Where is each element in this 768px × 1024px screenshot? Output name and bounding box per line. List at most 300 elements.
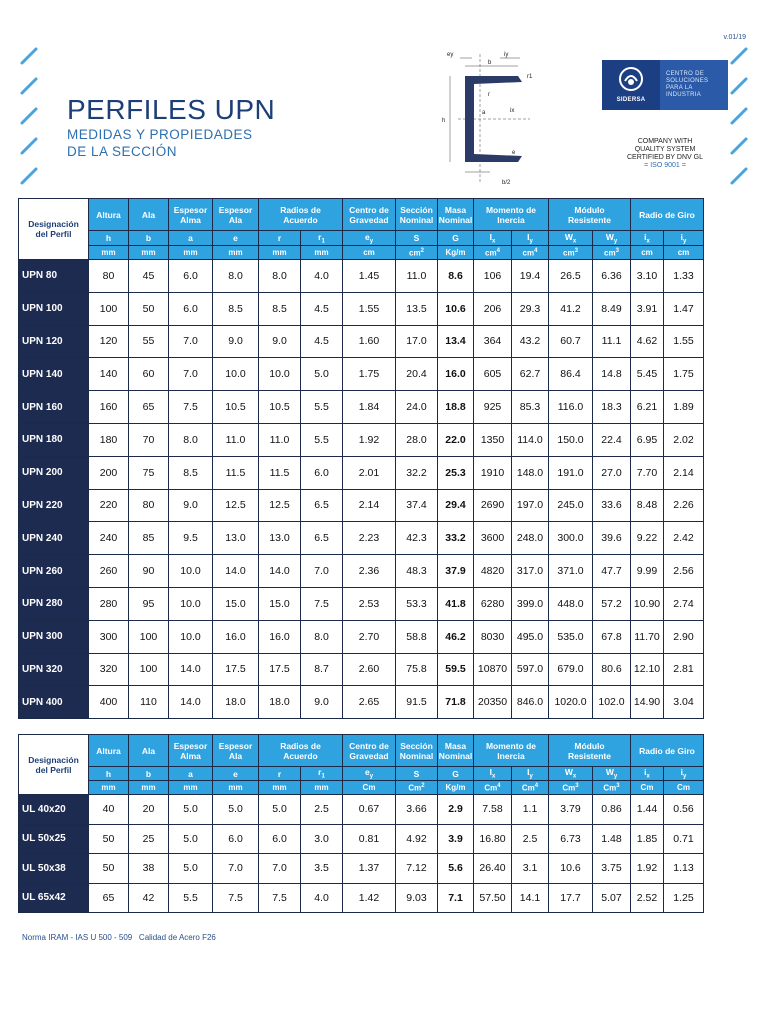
value-cell: 95	[129, 587, 169, 620]
diagram-label-b2: b/2	[502, 180, 511, 186]
value-cell: 8.5	[169, 456, 213, 489]
value-cell: 10.5	[213, 391, 259, 424]
value-cell: 300	[89, 620, 129, 653]
value-cell: 1.1	[512, 795, 549, 825]
header-symbol: $i_y$	[664, 231, 704, 246]
value-cell: 1350	[474, 423, 512, 456]
quality-certification: COMPANY WITH QUALITY SYSTEM CERTIFIED BY DNV GL = ISO 9001 =	[602, 138, 728, 170]
header-unit: mm	[213, 246, 259, 260]
value-cell: 2.36	[343, 555, 396, 588]
header-unit: Kg/m	[438, 246, 474, 260]
value-cell: 116.0	[549, 391, 593, 424]
table-row	[19, 686, 704, 719]
value-cell: 1.37	[343, 854, 396, 884]
header-symbol: $I_x$	[474, 231, 512, 246]
header-symbol: $I_y$	[512, 767, 549, 781]
value-cell: 15.0	[213, 587, 259, 620]
header-symbol: $I_x$	[474, 767, 512, 781]
value-cell: 17.0	[396, 325, 438, 358]
value-cell: 2.52	[631, 883, 664, 913]
header-symbol: G	[438, 767, 474, 781]
header-unit: mm	[89, 246, 129, 260]
value-cell: 2.74	[664, 587, 704, 620]
header-unit: Cm$^3$	[593, 781, 631, 795]
value-cell: 100	[129, 653, 169, 686]
value-cell: 2.90	[664, 620, 704, 653]
value-cell: 5.0	[259, 795, 301, 825]
value-cell: 3.1	[512, 854, 549, 884]
header-symbol: $I_y$	[512, 231, 549, 246]
header-unit: cm	[343, 246, 396, 260]
header-designacion: Designación del Perfil	[19, 199, 89, 260]
value-cell: 50	[129, 292, 169, 325]
value-cell: 25.3	[438, 456, 474, 489]
table-row	[19, 423, 704, 456]
page-title: PERFILES UPN	[67, 94, 276, 125]
value-cell: 6.5	[301, 489, 343, 522]
profile-name-cell: UPN 140	[19, 358, 89, 391]
value-cell: 1.75	[343, 358, 396, 391]
value-cell: 5.6	[438, 854, 474, 884]
header-symbol: $e_y$	[343, 231, 396, 246]
value-cell: 8.0	[213, 260, 259, 293]
header-group: Masa Nominal	[438, 735, 474, 767]
value-cell: 106	[474, 260, 512, 293]
value-cell: 10.0	[169, 555, 213, 588]
profile-name-cell: UPN 200	[19, 456, 89, 489]
header-unit: mm	[213, 781, 259, 795]
value-cell: 57.2	[593, 587, 631, 620]
value-cell: 7.0	[259, 854, 301, 884]
profile-name-cell: UPN 240	[19, 522, 89, 555]
value-cell: 71.8	[438, 686, 474, 719]
header-unit: Cm$^2$	[396, 781, 438, 795]
value-cell: 206	[474, 292, 512, 325]
value-cell: 6.95	[631, 423, 664, 456]
value-cell: 0.56	[664, 795, 704, 825]
value-cell: 62.7	[512, 358, 549, 391]
value-cell: 7.0	[213, 854, 259, 884]
value-cell: 17.5	[213, 653, 259, 686]
header-unit: mm	[129, 781, 169, 795]
table-row	[19, 358, 704, 391]
header-unit: $cm^4$	[512, 246, 549, 260]
value-cell: 102.0	[593, 686, 631, 719]
value-cell: 400	[89, 686, 129, 719]
value-cell: 1020.0	[549, 686, 593, 719]
value-cell: 75	[129, 456, 169, 489]
header-group: Radios de Acuerdo	[259, 199, 343, 231]
value-cell: 8.48	[631, 489, 664, 522]
value-cell: 7.0	[301, 555, 343, 588]
value-cell: 8.49	[593, 292, 631, 325]
value-cell: 14.90	[631, 686, 664, 719]
header-symbol: $i_y$	[664, 767, 704, 781]
value-cell: 4.92	[396, 824, 438, 854]
header-group: Ala	[129, 199, 169, 231]
value-cell: 18.3	[593, 391, 631, 424]
version-label: v.01/19	[723, 34, 746, 41]
header-group: Espesor Alma	[169, 199, 213, 231]
header-group: Radio de Giro	[631, 199, 704, 231]
decorative-stripes-left	[18, 45, 40, 195]
value-cell: 10.90	[631, 587, 664, 620]
value-cell: 300.0	[549, 522, 593, 555]
value-cell: 50	[89, 854, 129, 884]
value-cell: 48.3	[396, 555, 438, 588]
value-cell: 20.4	[396, 358, 438, 391]
value-cell: 100	[129, 620, 169, 653]
value-cell: 33.6	[593, 489, 631, 522]
value-cell: 6.0	[169, 260, 213, 293]
header-unit: mm	[129, 246, 169, 260]
value-cell: 605	[474, 358, 512, 391]
value-cell: 80.6	[593, 653, 631, 686]
header-symbol: $i_x$	[631, 231, 664, 246]
table-row	[19, 883, 704, 913]
value-cell: 5.0	[169, 795, 213, 825]
header-symbol: r	[259, 767, 301, 781]
profile-name-cell: UPN 320	[19, 653, 89, 686]
header-unit: Cm$^4$	[474, 781, 512, 795]
value-cell: 10.0	[213, 358, 259, 391]
value-cell: 1.75	[664, 358, 704, 391]
value-cell: 91.5	[396, 686, 438, 719]
header-unit: mm	[89, 781, 129, 795]
value-cell: 100	[89, 292, 129, 325]
value-cell: 200	[89, 456, 129, 489]
value-cell: 42	[129, 883, 169, 913]
value-cell: 9.22	[631, 522, 664, 555]
header-group: Centro de Gravedad	[343, 735, 396, 767]
profile-name-cell: UL 50x38	[19, 854, 89, 884]
value-cell: 1.92	[343, 423, 396, 456]
value-cell: 9.0	[301, 686, 343, 719]
value-cell: 37.4	[396, 489, 438, 522]
value-cell: 67.8	[593, 620, 631, 653]
value-cell: 6.0	[259, 824, 301, 854]
value-cell: 7.5	[259, 883, 301, 913]
value-cell: 320	[89, 653, 129, 686]
value-cell: 4820	[474, 555, 512, 588]
value-cell: 1.44	[631, 795, 664, 825]
value-cell: 8.5	[213, 292, 259, 325]
value-cell: 6.0	[213, 824, 259, 854]
value-cell: 2.9	[438, 795, 474, 825]
value-cell: 7.5	[169, 391, 213, 424]
value-cell: 86.4	[549, 358, 593, 391]
value-cell: 448.0	[549, 587, 593, 620]
value-cell: 7.5	[301, 587, 343, 620]
header-unit: mm	[259, 781, 301, 795]
value-cell: 8.0	[169, 423, 213, 456]
value-cell: 2.23	[343, 522, 396, 555]
value-cell: 197.0	[512, 489, 549, 522]
value-cell: 13.4	[438, 325, 474, 358]
value-cell: 18.0	[259, 686, 301, 719]
value-cell: 13.5	[396, 292, 438, 325]
value-cell: 2.5	[301, 795, 343, 825]
value-cell: 8.6	[438, 260, 474, 293]
value-cell: 22.0	[438, 423, 474, 456]
value-cell: 47.7	[593, 555, 631, 588]
table-row	[19, 489, 704, 522]
value-cell: 41.8	[438, 587, 474, 620]
value-cell: 17.5	[259, 653, 301, 686]
table-row	[19, 854, 704, 884]
value-cell: 5.07	[593, 883, 631, 913]
value-cell: 59.5	[438, 653, 474, 686]
header-symbol: a	[169, 767, 213, 781]
value-cell: 2.60	[343, 653, 396, 686]
ul-properties-table	[18, 734, 704, 913]
header-group: Espesor Alma	[169, 735, 213, 767]
value-cell: 25	[129, 824, 169, 854]
value-cell: 13.0	[213, 522, 259, 555]
value-cell: 2.56	[664, 555, 704, 588]
value-cell: 535.0	[549, 620, 593, 653]
value-cell: 16.0	[213, 620, 259, 653]
value-cell: 14.0	[169, 686, 213, 719]
value-cell: 1.92	[631, 854, 664, 884]
header-group: Espesor Ala	[213, 199, 259, 231]
header-symbol: e	[213, 767, 259, 781]
value-cell: 148.0	[512, 456, 549, 489]
header-unit: mm	[259, 246, 301, 260]
value-cell: 10.6	[438, 292, 474, 325]
header-symbol: S	[396, 231, 438, 246]
value-cell: 7.1	[438, 883, 474, 913]
value-cell: 17.7	[549, 883, 593, 913]
value-cell: 0.71	[664, 824, 704, 854]
header-group: Momento de Inercia	[474, 735, 549, 767]
diagram-label-r1: r1	[527, 74, 533, 80]
value-cell: 5.5	[169, 883, 213, 913]
value-cell: 8.0	[301, 620, 343, 653]
value-cell: 4.62	[631, 325, 664, 358]
value-cell: 16.80	[474, 824, 512, 854]
value-cell: 20350	[474, 686, 512, 719]
decorative-stripes-right	[728, 45, 750, 195]
header-unit: cm	[664, 246, 704, 260]
value-cell: 3.5	[301, 854, 343, 884]
value-cell: 2.5	[512, 824, 549, 854]
value-cell: 24.0	[396, 391, 438, 424]
table-row	[19, 391, 704, 424]
header-group: Módulo Resistente	[549, 735, 631, 767]
value-cell: 1.33	[664, 260, 704, 293]
value-cell: 16.0	[438, 358, 474, 391]
header-group: Masa Nominal	[438, 199, 474, 231]
header-symbol: $W_x$	[549, 231, 593, 246]
value-cell: 5.45	[631, 358, 664, 391]
value-cell: 53.3	[396, 587, 438, 620]
value-cell: 6.0	[169, 292, 213, 325]
value-cell: 11.5	[213, 456, 259, 489]
value-cell: 0.67	[343, 795, 396, 825]
value-cell: 80	[89, 260, 129, 293]
value-cell: 8030	[474, 620, 512, 653]
value-cell: 317.0	[512, 555, 549, 588]
value-cell: 2.02	[664, 423, 704, 456]
profile-name-cell: UPN 400	[19, 686, 89, 719]
header-group: Altura	[89, 735, 129, 767]
value-cell: 9.0	[169, 489, 213, 522]
value-cell: 10.0	[259, 358, 301, 391]
value-cell: 1.60	[343, 325, 396, 358]
value-cell: 2.42	[664, 522, 704, 555]
value-cell: 55	[129, 325, 169, 358]
header-unit: $cm^2$	[396, 246, 438, 260]
value-cell: 37.9	[438, 555, 474, 588]
header-group: Módulo Resistente	[549, 199, 631, 231]
value-cell: 7.70	[631, 456, 664, 489]
profile-name-cell: UPN 80	[19, 260, 89, 293]
header-symbol: $W_y$	[593, 231, 631, 246]
value-cell: 10.6	[549, 854, 593, 884]
value-cell: 40	[89, 795, 129, 825]
value-cell: 29.4	[438, 489, 474, 522]
value-cell: 2.14	[664, 456, 704, 489]
value-cell: 46.2	[438, 620, 474, 653]
value-cell: 7.5	[213, 883, 259, 913]
value-cell: 39.6	[593, 522, 631, 555]
header-unit: mm	[301, 781, 343, 795]
value-cell: 11.0	[259, 423, 301, 456]
iso-badge: = ISO 9001 =	[644, 162, 686, 169]
table-row	[19, 795, 704, 825]
value-cell: 0.86	[593, 795, 631, 825]
value-cell: 7.58	[474, 795, 512, 825]
profile-name-cell: UPN 180	[19, 423, 89, 456]
value-cell: 65	[89, 883, 129, 913]
value-cell: 6.0	[301, 456, 343, 489]
value-cell: 8.7	[301, 653, 343, 686]
value-cell: 7.0	[169, 325, 213, 358]
table-row	[19, 260, 704, 293]
value-cell: 925	[474, 391, 512, 424]
logo-brand-name: SIDERSA	[616, 97, 646, 103]
profile-name-cell: UPN 300	[19, 620, 89, 653]
profile-name-cell: UPN 120	[19, 325, 89, 358]
value-cell: 140	[89, 358, 129, 391]
value-cell: 20	[129, 795, 169, 825]
header-unit: mm	[169, 246, 213, 260]
value-cell: 114.0	[512, 423, 549, 456]
table-row	[19, 292, 704, 325]
value-cell: 3.66	[396, 795, 438, 825]
table-row	[19, 522, 704, 555]
header-unit: $cm^3$	[549, 246, 593, 260]
value-cell: 80	[129, 489, 169, 522]
diagram-label-e: e	[512, 150, 516, 156]
value-cell: 399.0	[512, 587, 549, 620]
value-cell: 9.0	[213, 325, 259, 358]
value-cell: 846.0	[512, 686, 549, 719]
value-cell: 1.25	[664, 883, 704, 913]
header-symbol: $r_1$	[301, 767, 343, 781]
value-cell: 1.42	[343, 883, 396, 913]
value-cell: 60	[129, 358, 169, 391]
header-symbol: h	[89, 231, 129, 246]
value-cell: 43.2	[512, 325, 549, 358]
profile-name-cell: UL 65x42	[19, 883, 89, 913]
value-cell: 58.8	[396, 620, 438, 653]
header-group: Momento de Inercia	[474, 199, 549, 231]
profile-name-cell: UPN 280	[19, 587, 89, 620]
value-cell: 3.04	[664, 686, 704, 719]
header-designacion: Designación del Perfil	[19, 735, 89, 795]
table-row	[19, 620, 704, 653]
sidersa-logo-mark-icon	[618, 66, 644, 92]
value-cell: 1.55	[343, 292, 396, 325]
diagram-label-ey: ey	[447, 52, 454, 58]
value-cell: 14.8	[593, 358, 631, 391]
value-cell: 5.5	[301, 423, 343, 456]
header-symbol: a	[169, 231, 213, 246]
value-cell: 13.0	[259, 522, 301, 555]
value-cell: 2.65	[343, 686, 396, 719]
value-cell: 18.8	[438, 391, 474, 424]
value-cell: 1.89	[664, 391, 704, 424]
diagram-label-iy: iy	[504, 52, 509, 58]
value-cell: 245.0	[549, 489, 593, 522]
value-cell: 26.40	[474, 854, 512, 884]
header-unit: Cm$^3$	[549, 781, 593, 795]
value-cell: 5.0	[169, 824, 213, 854]
value-cell: 150.0	[549, 423, 593, 456]
value-cell: 10.0	[169, 620, 213, 653]
header-symbol: G	[438, 231, 474, 246]
value-cell: 280	[89, 587, 129, 620]
value-cell: 33.2	[438, 522, 474, 555]
value-cell: 57.50	[474, 883, 512, 913]
value-cell: 3.0	[301, 824, 343, 854]
header-unit: Cm	[343, 781, 396, 795]
value-cell: 15.0	[259, 587, 301, 620]
value-cell: 1.45	[343, 260, 396, 293]
header-group: Ala	[129, 735, 169, 767]
value-cell: 18.0	[213, 686, 259, 719]
value-cell: 85.3	[512, 391, 549, 424]
value-cell: 16.0	[259, 620, 301, 653]
table-row	[19, 555, 704, 588]
value-cell: 2.70	[343, 620, 396, 653]
value-cell: 1.55	[664, 325, 704, 358]
value-cell: 4.5	[301, 292, 343, 325]
value-cell: 75.8	[396, 653, 438, 686]
value-cell: 180	[89, 423, 129, 456]
value-cell: 2.01	[343, 456, 396, 489]
header-group: Radios de Acuerdo	[259, 735, 343, 767]
value-cell: 495.0	[512, 620, 549, 653]
diagram-label-a: a	[482, 110, 486, 116]
header-group: Centro de Gravedad	[343, 199, 396, 231]
value-cell: 597.0	[512, 653, 549, 686]
value-cell: 6280	[474, 587, 512, 620]
value-cell: 9.99	[631, 555, 664, 588]
diagram-label-h: h	[442, 118, 446, 124]
value-cell: 248.0	[512, 522, 549, 555]
header-unit: Kg/m	[438, 781, 474, 795]
upn-section-diagram	[430, 44, 540, 194]
header-unit: $cm^3$	[593, 246, 631, 260]
value-cell: 10.0	[169, 587, 213, 620]
value-cell: 240	[89, 522, 129, 555]
value-cell: 260	[89, 555, 129, 588]
value-cell: 26.5	[549, 260, 593, 293]
header-symbol: e	[213, 231, 259, 246]
